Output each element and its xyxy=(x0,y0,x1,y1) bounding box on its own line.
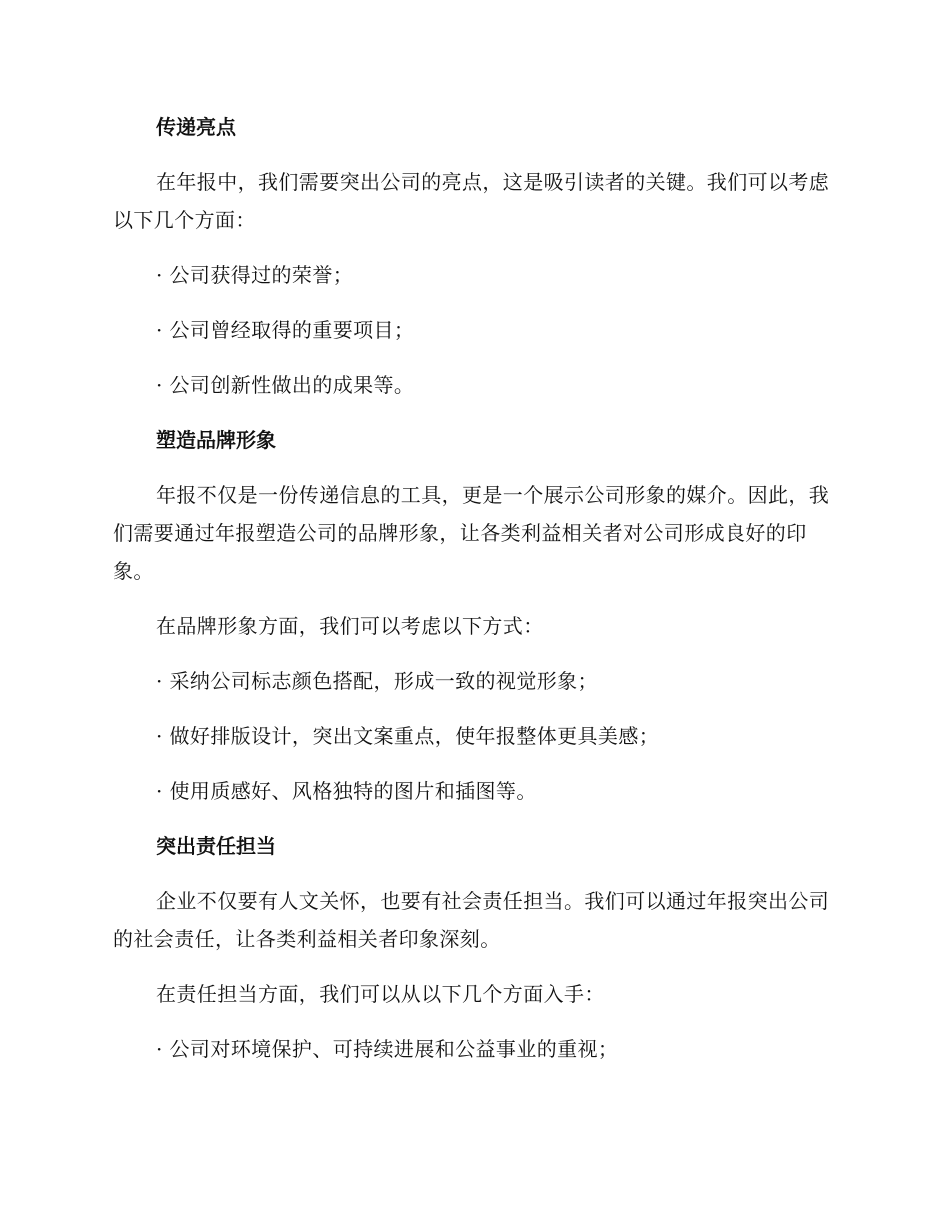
section-heading: 传递亮点 xyxy=(156,115,236,139)
bullet-item: · 采纳公司标志颜色搭配，形成一致的视觉形象； xyxy=(156,669,598,693)
paragraph: 在品牌形象方面，我们可以考虑以下方式： xyxy=(156,614,544,638)
bullet-item: · 公司获得过的荣誉； xyxy=(156,263,354,287)
paragraph: 在年报中，我们需要突出公司的亮点，这是吸引读者的关键。我们可以考虑以下几个方面： xyxy=(113,170,830,232)
paragraph: 年报不仅是一份传递信息的工具，更是一个展示公司形象的媒介。因此，我们需要通过年报塑造公司的品牌形象，让各类利益相关者对公司形成良好的印象。 xyxy=(113,483,830,583)
bullet-item: · 公司创新性做出的成果等。 xyxy=(156,373,415,397)
paragraph: 在责任担当方面，我们可以从以下几个方面入手： xyxy=(156,982,605,1006)
section-heading: 塑造品牌形象 xyxy=(156,428,276,452)
document-body xyxy=(113,108,833,1068)
bullet-item: · 做好排版设计，突出文案重点，使年报整体更具美感； xyxy=(156,724,660,748)
bullet-item: · 公司对环境保护、可持续进展和公益事业的重视； xyxy=(156,1037,619,1061)
section-heading: 突出责任担当 xyxy=(156,834,276,858)
bullet-item: · 公司曾经取得的重要项目； xyxy=(156,318,415,342)
bullet-item: · 使用质感好、风格独特的图片和插图等。 xyxy=(156,779,537,803)
paragraph: 企业不仅要有人文关怀，也要有社会责任担当。我们可以通过年报突出公司的社会责任，让各类利益相关者印象深刻。 xyxy=(113,889,830,951)
